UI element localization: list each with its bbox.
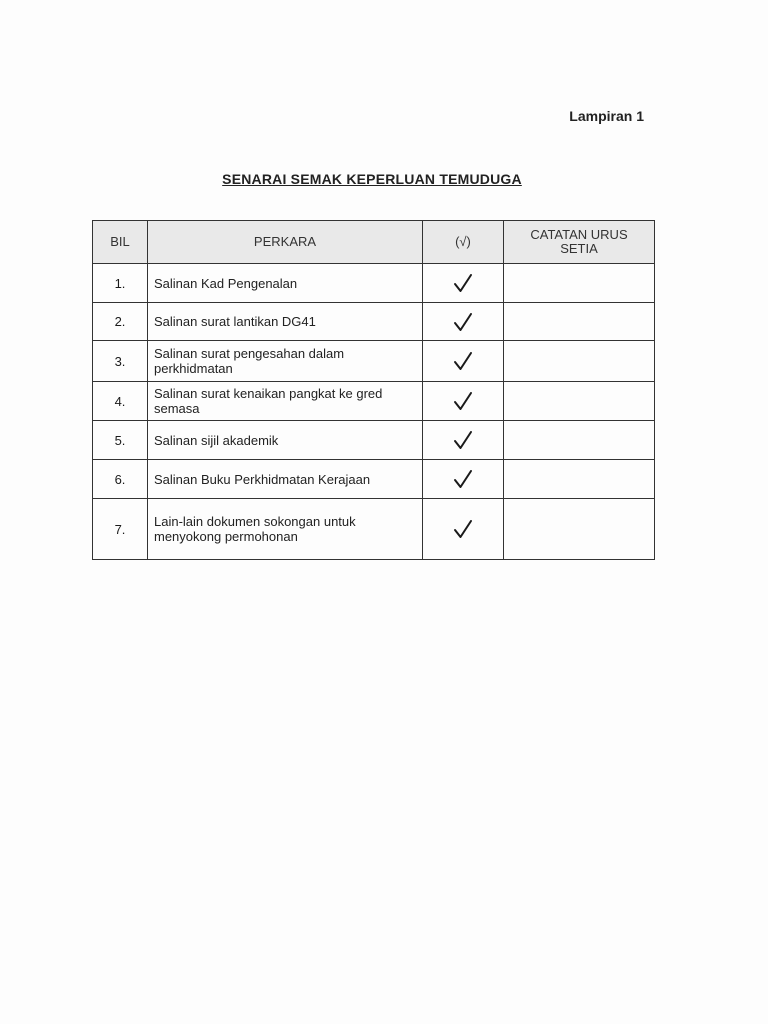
table-row [93,460,655,499]
item-description: Salinan surat pengesahan dalam perkhidmatan [148,341,423,382]
table-row [93,382,655,421]
checkmark-icon [452,272,474,294]
appendix-label: Lampiran 1 [569,108,644,124]
secretariat-note [504,382,655,421]
tick-cell [423,341,504,382]
row-number: 4. [93,382,148,421]
table-row [93,341,655,382]
row-number: 3. [93,341,148,382]
row-number: 7. [93,499,148,560]
row-number: 2. [93,303,148,341]
secretariat-note [504,264,655,303]
item-description: Salinan surat kenaikan pangkat ke gred semasa [148,382,423,421]
checkmark-icon [452,311,474,333]
column-header-perkara: PERKARA [148,221,423,264]
tick-cell [423,460,504,499]
secretariat-note [504,421,655,460]
secretariat-note [504,303,655,341]
secretariat-note [504,499,655,560]
column-header-catatan: CATATAN URUS SETIA [504,221,655,264]
item-description: Salinan sijil akademik [148,421,423,460]
item-description: Salinan Kad Pengenalan [148,264,423,303]
tick-cell [423,421,504,460]
item-description: Lain-lain dokumen sokongan untuk menyokong permohonan [148,499,423,560]
document-title: SENARAI SEMAK KEPERLUAN TEMUDUGA [222,171,522,187]
table-row [93,499,655,560]
checkmark-icon [452,390,474,412]
checkmark-icon [452,429,474,451]
column-header-tick: (√) [423,221,504,264]
checkmark-icon [452,468,474,490]
secretariat-note [504,460,655,499]
checkmark-icon [452,350,474,372]
tick-cell [423,303,504,341]
item-description: Salinan surat lantikan DG41 [148,303,423,341]
row-number: 1. [93,264,148,303]
tick-cell [423,382,504,421]
table-row [93,303,655,341]
checklist-table [92,220,655,560]
tick-cell [423,499,504,560]
secretariat-note [504,341,655,382]
table-row [93,421,655,460]
table-row [93,264,655,303]
column-header-bil: BIL [93,221,148,264]
checkmark-icon [452,518,474,540]
row-number: 5. [93,421,148,460]
row-number: 6. [93,460,148,499]
item-description: Salinan Buku Perkhidmatan Kerajaan [148,460,423,499]
table-header-row [93,221,655,264]
tick-cell [423,264,504,303]
